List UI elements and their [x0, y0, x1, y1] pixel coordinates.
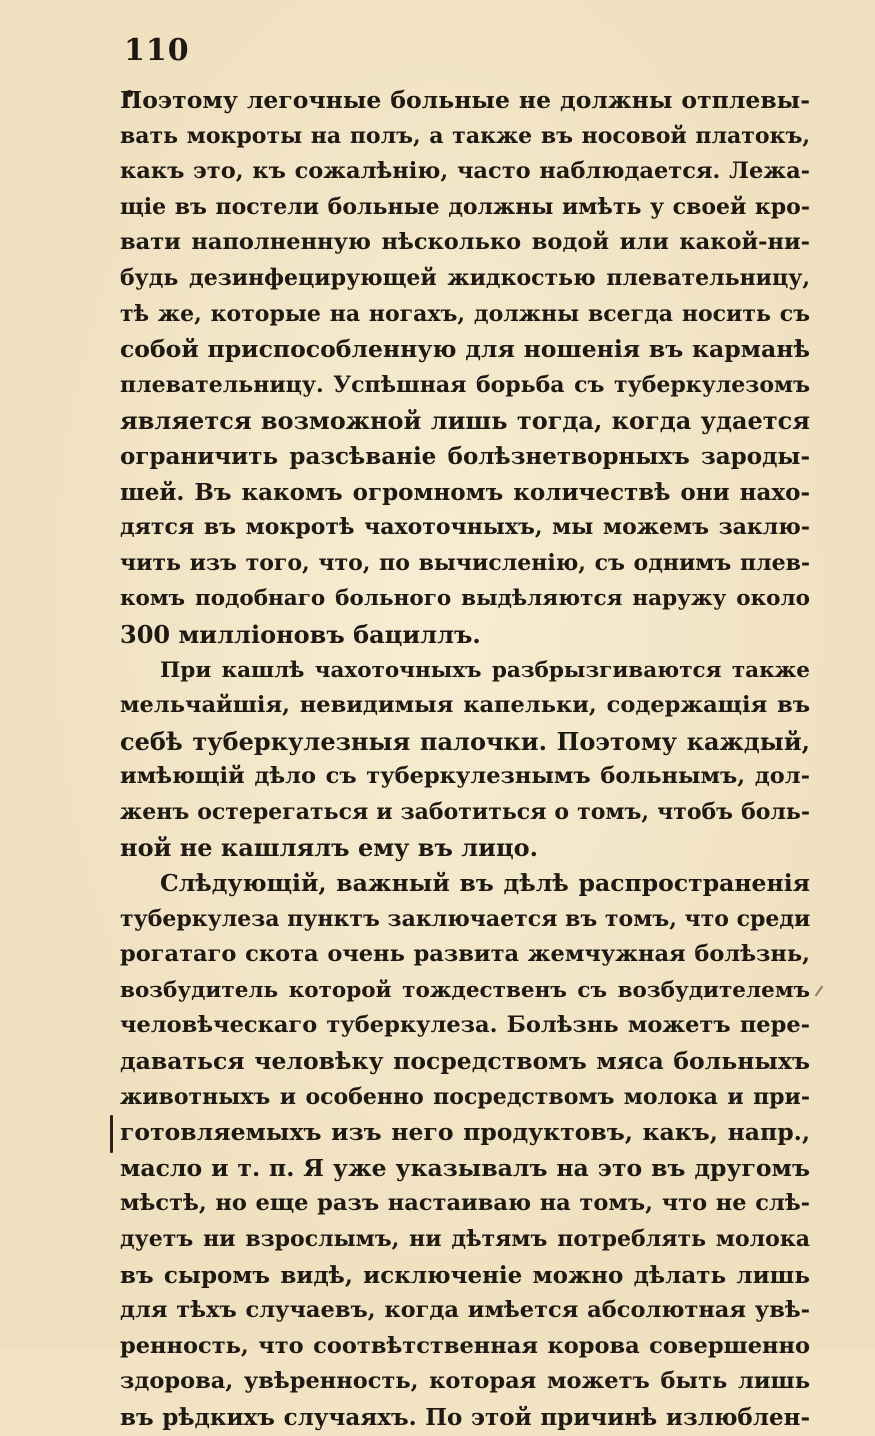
text-line: плевательницу. Успѣшная борьба съ туберкулезомъ [120, 371, 810, 398]
text-line: щіе въ постели больные должны имѣть у своей кро- [120, 193, 810, 220]
text-line: вать мокроты на полъ, а также въ носовой платокъ, [120, 122, 810, 149]
text-line: въ рѣдкихъ случаяхъ. По этой причинѣ излюблен- [120, 1403, 810, 1431]
text-line: собой приспособленную для ношенія въ карманѣ [120, 335, 810, 364]
margin-mark [110, 1115, 113, 1153]
text-line: 300 милліоновъ бациллъ. [120, 619, 481, 649]
text-line: готовляемыхъ изъ него продуктовъ, какъ, напр., [120, 1118, 810, 1147]
text-line: тѣ же, которые на ногахъ, должны всегда носить съ [120, 300, 810, 327]
text-line: какъ это, къ сожалѣнію, часто наблюдается. Лежа- [120, 158, 810, 185]
text-line: рогатаго скота очень развита жемчужная болѣзнь, [120, 941, 810, 968]
text-line: ной не кашлялъ ему въ лицо. [120, 833, 539, 863]
text-line: вати наполненную нѣсколько водой или какой-ни- [120, 229, 810, 256]
text-line: для тѣхъ случаевъ, когда имѣется абсолютная увѣ- [120, 1297, 810, 1324]
page-number: 110 [124, 33, 190, 68]
text-line: Слѣдующій, важный въ дѣлѣ распространенія [160, 869, 810, 898]
text-line: дятся въ мокротѣ чахоточныхъ, мы можемъ заклю- [120, 514, 810, 541]
text-line: Поэтому легочные больные не должны отплевы- [120, 86, 810, 114]
text-line: При кашлѣ чахоточныхъ разбрызгиваются также [160, 657, 810, 683]
text-line: ренность, что соотвѣтственная корова совершенно [120, 1332, 810, 1359]
body-text [120, 83, 810, 1436]
text-line: женъ остерегаться и заботиться о томъ, чтобъ боль- [120, 798, 810, 825]
text-line: будь дезинфецирующей жидкостью плевательницу, [120, 264, 810, 291]
text-line: комъ подобнаго больного выдѣляются наружу около [120, 586, 810, 612]
text-line: чить изъ того, что, по вычисленію, съ однимъ плев- [120, 549, 810, 576]
text-line: масло и т. п. Я уже указывалъ на это въ другомъ [120, 1153, 810, 1182]
text-line: шей. Въ какомъ огромномъ количествѣ они нахо- [120, 478, 810, 506]
text-line: имѣющій дѣло съ туберкулезнымъ больнымъ, дол- [120, 763, 810, 790]
margin-tick [815, 986, 824, 997]
text-line: животныхъ и особенно посредствомъ молока и при- [120, 1083, 810, 1110]
text-line: дуетъ ни взрослымъ, ни дѣтямъ потреблять молока [120, 1226, 810, 1252]
text-line: даваться человѣку посредствомъ мяса больныхъ [120, 1047, 810, 1076]
text-line: туберкулеза пунктъ заключается въ томъ, что среди [120, 905, 811, 932]
text-line: въ сыромъ видѣ, исключеніе можно дѣлать лишь [120, 1261, 810, 1289]
text-line: мѣстѣ, но еще разъ настаиваю на томъ, что не слѣ- [120, 1190, 810, 1217]
text-line: является возможной лишь тогда, когда удается [120, 406, 810, 436]
text-line: возбудитель которой тождественъ съ возбудителемъ [120, 977, 810, 1003]
text-line: мельчайшія, невидимыя капельки, содержащія въ [120, 692, 810, 719]
text-line: здорова, увѣренность, которая можетъ быть лишь [120, 1368, 810, 1395]
text-line: ограничить разсѣваніе болѣзнетворныхъ зароды- [120, 442, 810, 470]
text-line: себѣ туберкулезныя палочки. Поэтому каждый, [120, 726, 810, 756]
text-line: человѣческаго туберкулеза. Болѣзнь можетъ пере- [120, 1012, 810, 1039]
